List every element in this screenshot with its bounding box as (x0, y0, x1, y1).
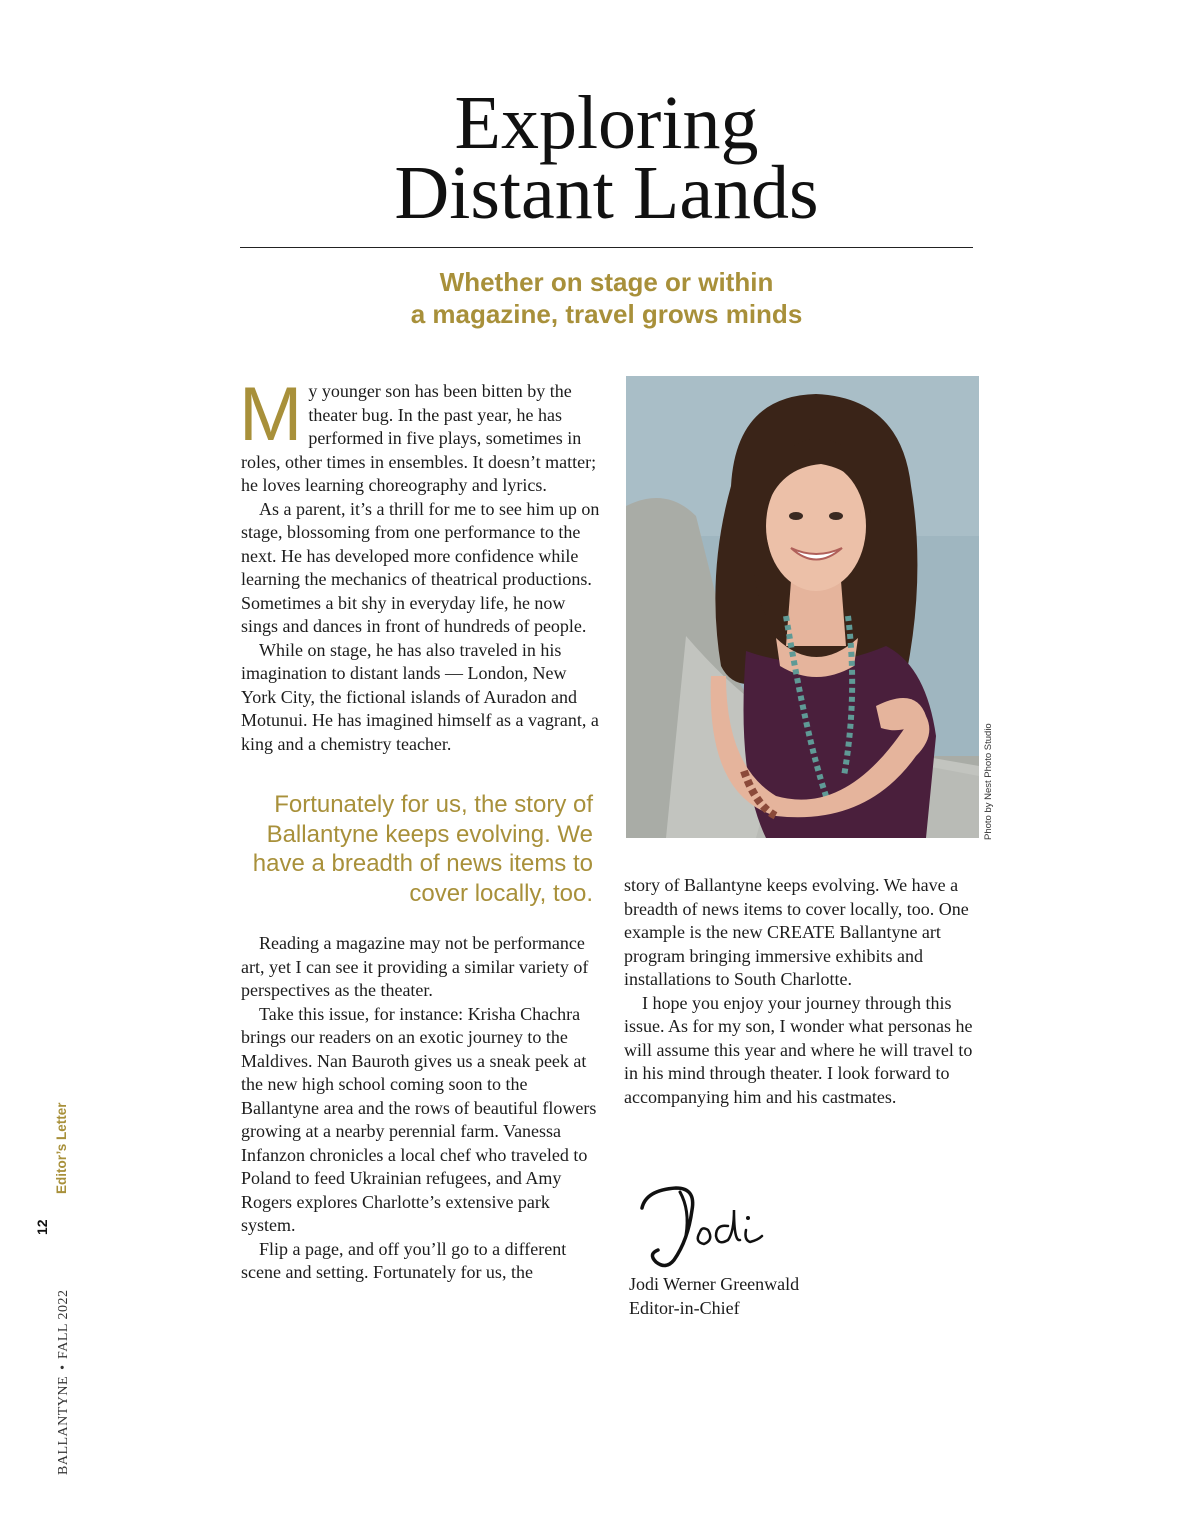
folio-text (54, 1290, 72, 1475)
page-number-text: 12 (34, 1219, 50, 1235)
article-title (240, 81, 973, 235)
editor-role: Editor-in-Chief (629, 1297, 740, 1318)
deck-line-2: a magazine, travel grows minds (410, 299, 803, 329)
body-paragraph-5: Take this issue, for instance: Krisha Chachra brings our readers on an exotic journey to the Maldives. Nan Bauroth gives us a sneak peek at the new high school coming soon to the Ballantyne area and the rows of beautiful flowers growing at a nearby perennial farm. Vanessa Infanzon chronicles a local chef who traveled to Poland to feed Ukrainian refugees, and Amy Rogers explores Charlotte’s extensive park system. (241, 1003, 597, 1235)
title-line-2: Distant Lands (394, 151, 819, 235)
body-paragraph-1 (239, 372, 601, 498)
deck-line-1: Whether on stage or within (439, 267, 774, 297)
editor-name: Jodi Werner Greenwald (629, 1274, 800, 1294)
photo-credit (983, 706, 997, 840)
portrait-illustration (626, 376, 979, 838)
drop-cap: M (239, 372, 303, 457)
left-column (239, 372, 601, 1285)
signoff-block (629, 1273, 799, 1320)
signature-scrawl (636, 1180, 766, 1272)
folio-issue: FALL 2022 (56, 1289, 71, 1359)
photo-credit-text: Photo by Nest Photo Studio (983, 723, 994, 840)
body-paragraph-3: While on stage, he has also traveled in his imagination to distant lands — London, New York City, the fictional islands of Auradon and Motunui. He has imagined himself as a vagrant, a king and a chemistry teacher. (241, 639, 599, 754)
section-label-text: Editor’s Letter (54, 1102, 69, 1194)
body-paragraph-4: Reading a magazine may not be performance art, yet I can see it providing a similar variety of perspectives as the theater. (241, 933, 589, 1000)
title-line-1: Exploring (454, 81, 759, 165)
folio-magazine: BALLANTYNE (56, 1375, 71, 1475)
body-paragraph-7: story of Ballantyne keeps evolving. We have a breadth of news items to cover locally, too. One example is the new CREATE Ballantyne art program bringing immersive exhibits and installations to South Charlotte. (624, 875, 969, 989)
folio-separator: • (56, 1364, 71, 1370)
section-label (54, 1098, 72, 1194)
page-number (34, 1217, 48, 1237)
pull-quote: Fortunately for us, the story of Ballantyne keeps evolving. We have a breadth of news items to cover locally, too. (252, 791, 593, 907)
article-deck (240, 266, 973, 330)
body-paragraph-8: I hope you enjoy your journey through this issue. As for my son, I wonder what personas he will assume this year and where he will travel to in his mind through theater. I look forward to accompanying him and his castmates. (624, 992, 973, 1107)
body-paragraph-2: As a parent, it’s a thrill for me to see him up on stage, blossoming from one performance to the next. He has developed more confidence while learning the mechanics of theatrical productions. Sometimes a bit shy in everyday life, he now sings and dances in front of hundreds of people. (241, 498, 600, 636)
paragraph-text: y younger son has been bitten by the theater bug. In the past year, he has performed in five plays, sometimes in roles, other times in ensembles. It doesn’t matter; he loves learning choreography and lyrics. (241, 381, 597, 495)
body-paragraph-6: Flip a page, and off you’ll go to a different scene and setting. Fortunately for us, the (241, 1238, 567, 1282)
signature (636, 1180, 766, 1272)
right-column (624, 874, 986, 1109)
title-divider (240, 247, 973, 248)
editor-portrait-photo (626, 376, 979, 838)
